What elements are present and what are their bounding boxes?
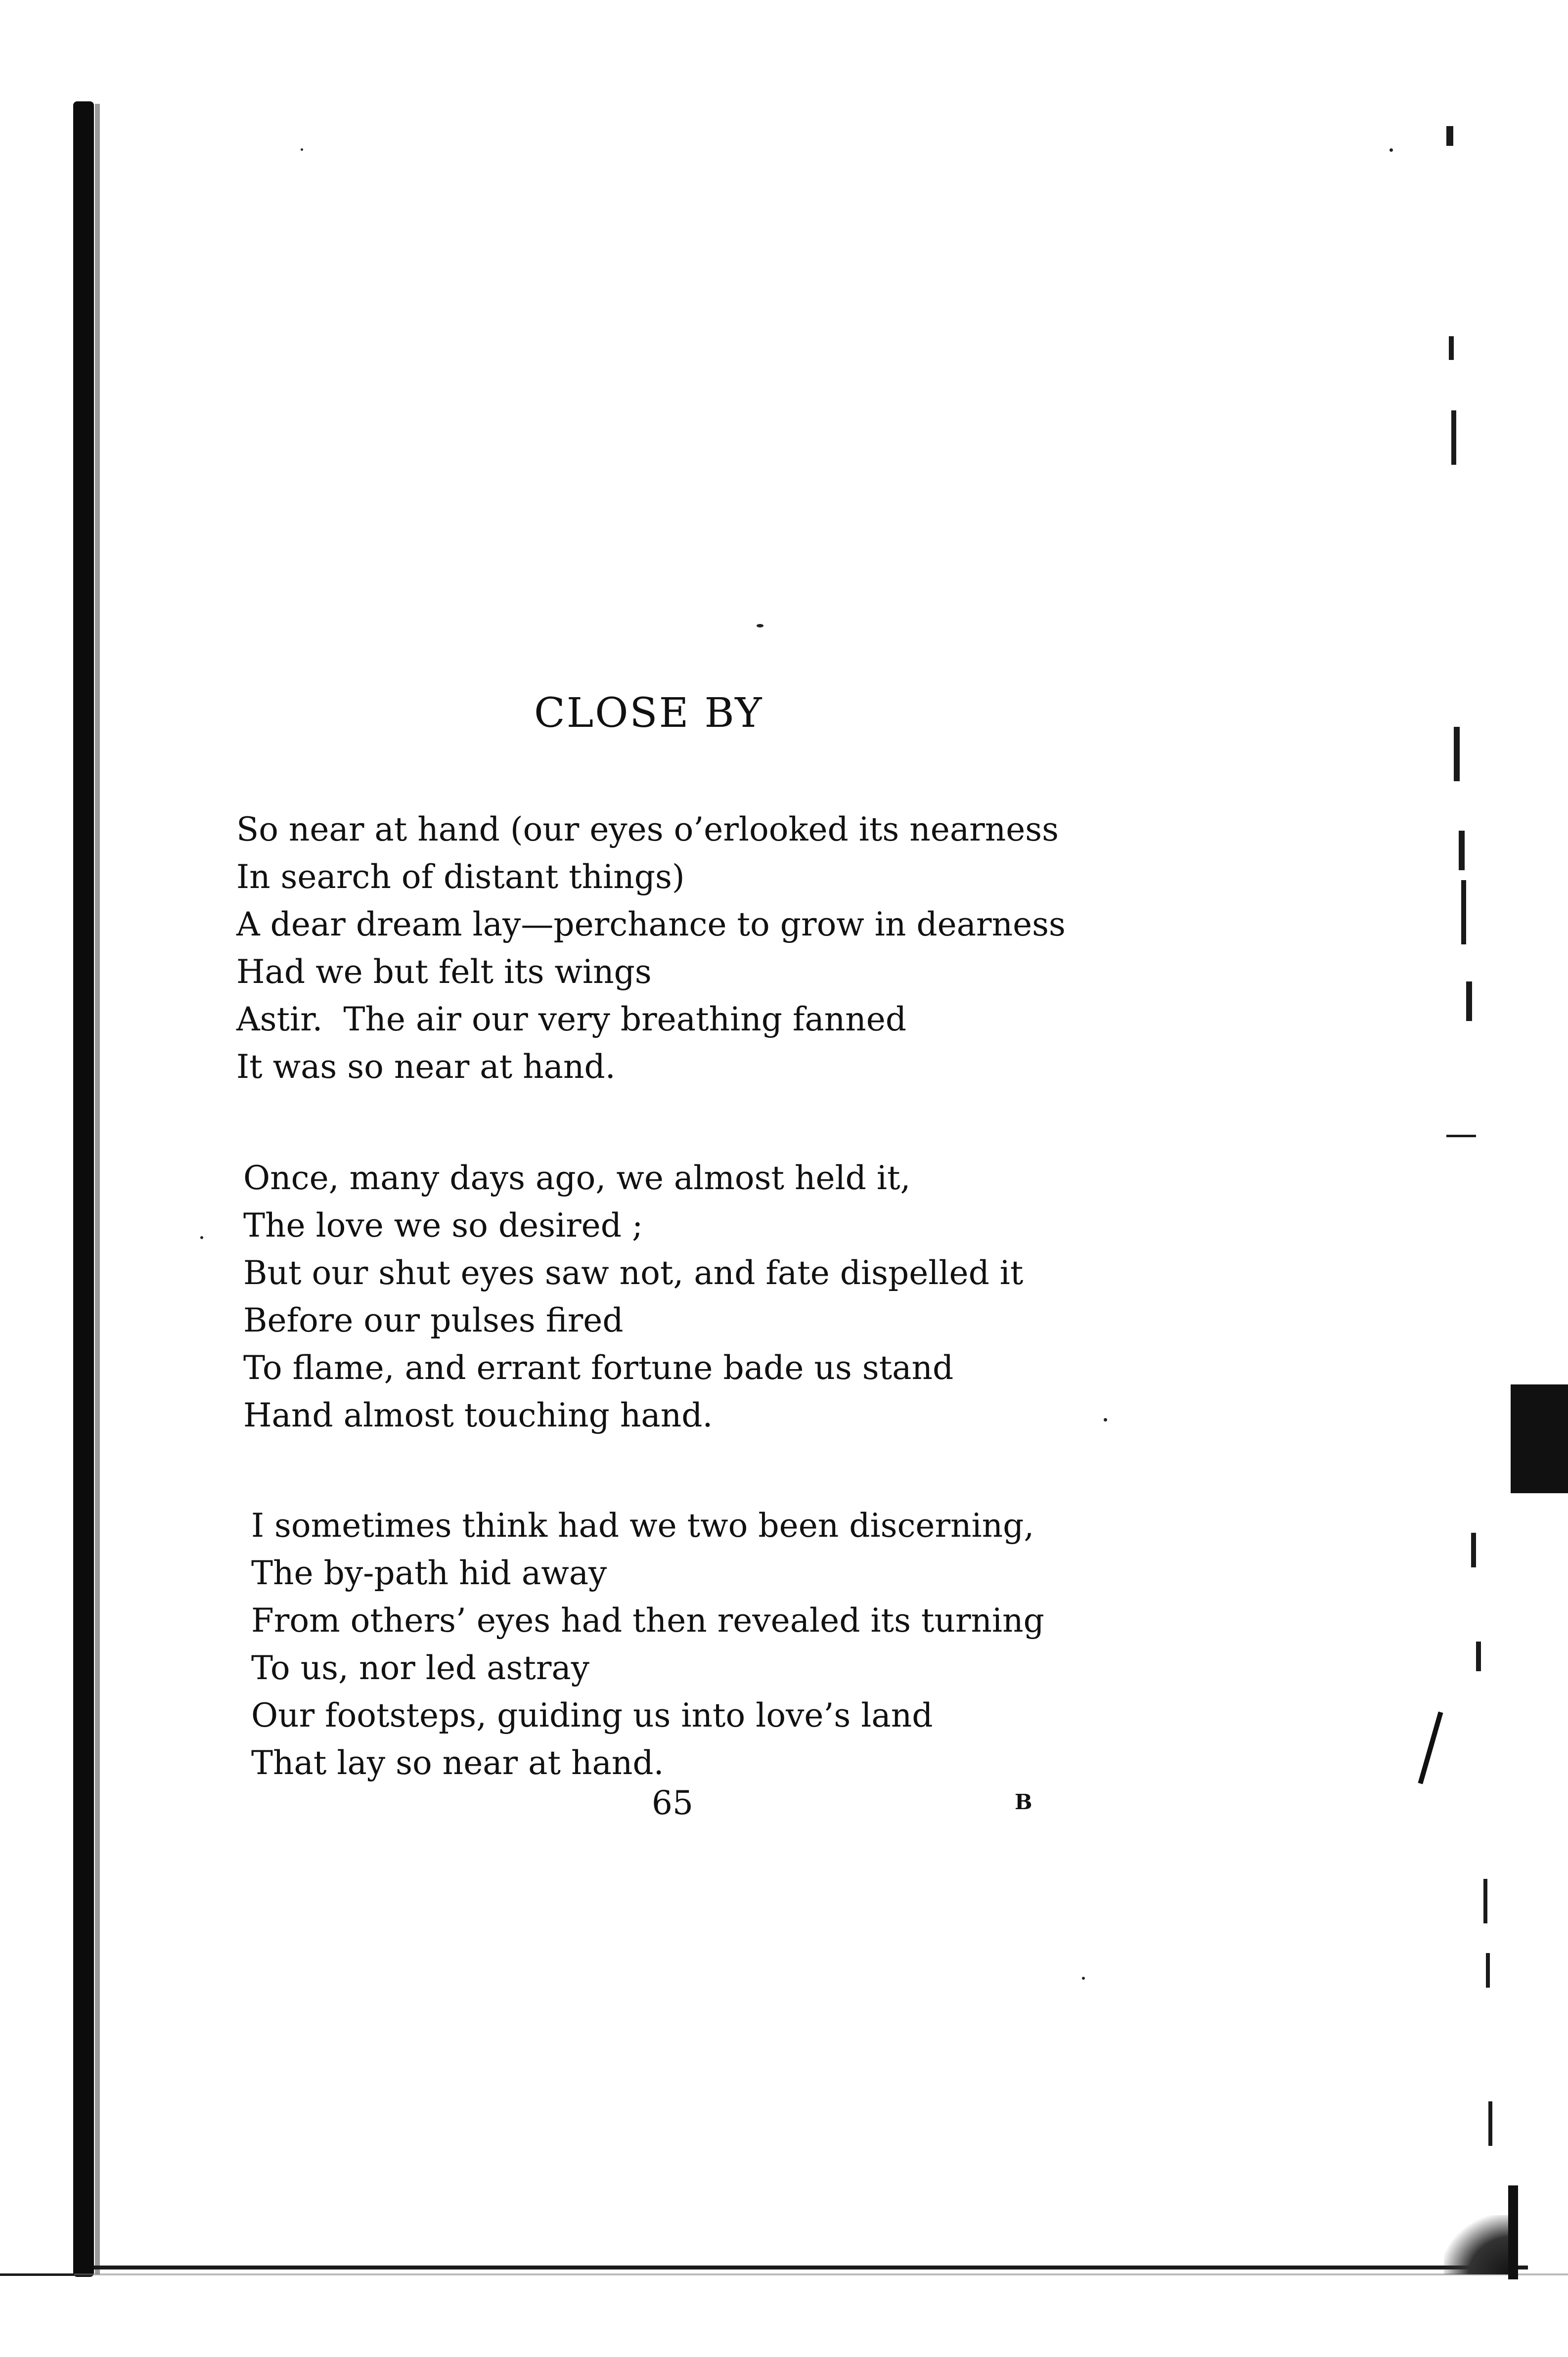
scan-dot	[1104, 1418, 1107, 1422]
scan-speck	[1476, 1642, 1481, 1671]
scan-speck	[0, 2273, 74, 2276]
stanza-3	[251, 1502, 1044, 1787]
poem-line: It was so near at hand.	[236, 1048, 616, 1086]
scan-speck	[1449, 336, 1454, 360]
scan-dot	[757, 624, 763, 627]
scan-dot	[1082, 1977, 1085, 1980]
stanza-1	[236, 806, 1066, 1091]
scan-speck	[1454, 727, 1460, 781]
poem-line: Our footsteps, guiding us into love’s land	[251, 1696, 933, 1734]
scan-speck	[1486, 1953, 1490, 1988]
scan-corner-edge	[1508, 2185, 1518, 2279]
poem-line: Before our pulses fired	[243, 1301, 624, 1339]
poem-line: Had we but felt its wings	[236, 953, 652, 991]
scan-binding-shadow	[95, 104, 100, 2274]
poem-line: To us, nor led astray	[251, 1649, 590, 1687]
page-number: 65	[652, 1784, 693, 1822]
scan-speck	[1459, 831, 1465, 870]
scan-speck	[1483, 1879, 1487, 1923]
poem-line: That lay so near at hand.	[251, 1744, 664, 1782]
scan-speck	[1461, 880, 1466, 944]
scan-speck	[1466, 981, 1472, 1021]
poem-line: The by-path hid away	[251, 1554, 607, 1592]
poem-line: From others’ eyes had then revealed its turning	[251, 1601, 1044, 1640]
scan-corner-shadow	[1444, 2215, 1513, 2274]
poem-line: In search of distant things)	[236, 858, 685, 896]
scan-speck	[1446, 126, 1453, 146]
scan-bottom-shadow	[0, 2273, 1568, 2275]
poem-line: So near at hand (our eyes o’erlooked its nearness	[236, 810, 1059, 848]
stanza-2	[243, 1155, 1023, 1439]
poem-line: The love we so desired ;	[243, 1206, 643, 1245]
scan-dot	[1389, 148, 1393, 152]
poem-line: Hand almost touching hand.	[243, 1396, 713, 1434]
poem-line: I sometimes think had we two been discerning,	[251, 1507, 1034, 1545]
poem-line: Once, many days ago, we almost held it,	[243, 1159, 911, 1197]
poem-line: To flame, and errant fortune bade us stand	[243, 1349, 954, 1387]
scan-dot	[200, 1236, 203, 1239]
scan-speck	[1451, 410, 1456, 465]
scan-dot	[301, 148, 303, 151]
signature-mark: B	[1015, 1790, 1032, 1814]
poem-line: Astir. The air our very breathing fanned	[236, 1000, 907, 1038]
scan-speck	[1488, 2101, 1492, 2146]
scan-right-edge-shadow	[1511, 1384, 1568, 1493]
margin-pencil-mark	[1418, 1712, 1443, 1784]
scan-binding-edge	[73, 101, 94, 2277]
poem-title: CLOSE BY	[534, 690, 763, 737]
scan-speck	[1446, 1135, 1476, 1137]
scan-bottom-edge	[94, 2266, 1528, 2269]
poem-line: But our shut eyes saw not, and fate dispelled it	[243, 1254, 1024, 1292]
scan-speck	[1471, 1533, 1476, 1567]
poem-line: A dear dream lay—perchance to grow in dearness	[236, 905, 1066, 943]
